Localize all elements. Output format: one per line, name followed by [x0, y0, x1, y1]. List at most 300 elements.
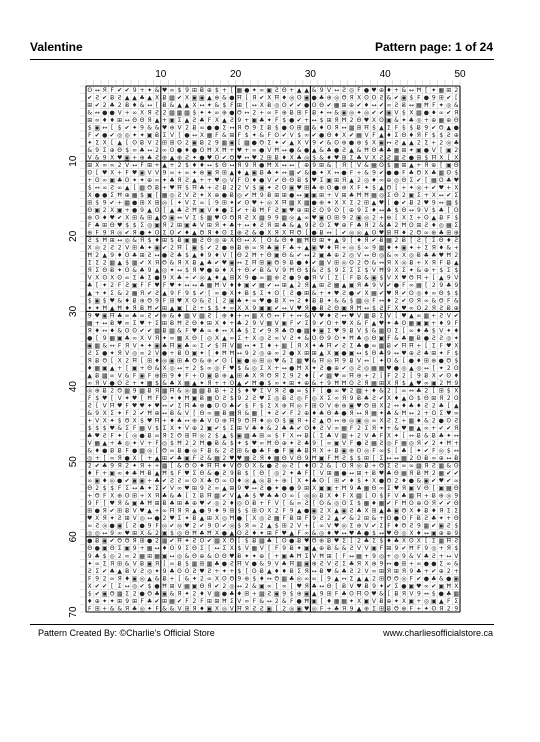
stitch-symbol: ● — [289, 364, 295, 372]
stitch-symbol: ✦ — [162, 177, 168, 185]
stitch-symbol: [ — [312, 470, 316, 478]
stitch-symbol: ♦ — [102, 477, 108, 485]
stitch-symbol: Ƀ — [95, 357, 100, 365]
stitch-symbol: [ — [327, 274, 331, 282]
stitch-symbol: X — [87, 192, 92, 200]
stitch-symbol: Ƀ — [424, 507, 429, 515]
stitch-symbol: 2 — [409, 229, 414, 237]
stitch-symbol: [ — [208, 349, 211, 357]
stitch-symbol: ● — [236, 515, 242, 523]
stitch-symbol: ⊕ — [191, 500, 197, 508]
stitch-symbol: + — [184, 274, 190, 282]
stitch-symbol: ◎ — [214, 237, 220, 245]
stitch-symbol: ♦ — [318, 124, 325, 132]
stitch-symbol: ▲ — [364, 575, 369, 583]
stitch-symbol: X — [454, 342, 459, 350]
stitch-symbol: Я — [140, 237, 145, 245]
stitch-symbol: ♥ — [236, 146, 243, 154]
stitch-symbol: ʘ — [214, 417, 220, 425]
stitch-symbol: Я — [177, 507, 182, 515]
stitch-symbol: F — [267, 207, 271, 215]
stitch-symbol: Ƀ — [237, 470, 242, 478]
stitch-symbol: ♣ — [393, 319, 400, 327]
stitch-symbol: Ƀ — [379, 597, 384, 605]
stitch-symbol: ⊞ — [378, 605, 384, 613]
stitch-symbol: F — [140, 282, 144, 290]
stitch-symbol: & — [416, 477, 422, 485]
stitch-symbol: ♣ — [341, 590, 347, 598]
stitch-symbol: ↔ — [266, 597, 272, 605]
stitch-symbol: ⊕ — [431, 357, 437, 365]
stitch-symbol: Я — [274, 387, 279, 395]
stitch-symbol: Ħ — [363, 146, 370, 154]
stitch-symbol: ∞ — [423, 425, 429, 432]
stitch-symbol: ● — [206, 267, 213, 275]
stitch-symbol: Ƨ — [207, 485, 212, 493]
stitch-symbol: ▣ — [273, 252, 280, 260]
stitch-symbol: ⊕ — [334, 364, 340, 372]
stitch-symbol: F — [334, 590, 339, 598]
stitch-symbol: X — [95, 162, 100, 169]
row-label: 40 — [68, 381, 79, 393]
stitch-symbol: ♦ — [311, 327, 317, 335]
stitch-symbol: ♦ — [446, 237, 452, 245]
stitch-symbol: Ħ — [146, 304, 153, 312]
stitch-symbol: ♣ — [348, 560, 355, 568]
stitch-symbol: X — [229, 237, 234, 245]
stitch-symbol: ♥ — [116, 222, 123, 230]
stitch-symbol: Θ — [416, 229, 422, 237]
stitch-symbol: ♣ — [356, 222, 362, 230]
stitch-symbol: X — [386, 379, 392, 387]
stitch-symbol: 2 — [185, 440, 189, 448]
stitch-symbol: ⊕ — [124, 192, 130, 200]
stitch-symbol: 9 — [140, 207, 145, 215]
stitch-symbol: Ħ — [408, 342, 415, 350]
stitch-symbol: ✔ — [274, 304, 280, 312]
stitch-symbol: ▣ — [243, 282, 250, 290]
stitch-symbol: 9 — [237, 417, 242, 425]
stitch-symbol: ✦ — [311, 342, 317, 350]
stitch-symbol: ⊕ — [191, 417, 197, 425]
pattern-title: Valentine — [30, 40, 83, 54]
stitch-symbol: ▦ — [251, 312, 258, 320]
stitch-symbol: ▲ — [192, 229, 197, 237]
stitch-symbol: ◎ — [281, 462, 287, 470]
stitch-symbol: ↔ — [341, 124, 347, 132]
stitch-symbol: ▲ — [438, 274, 444, 282]
stitch-symbol: ∞ — [102, 162, 108, 169]
stitch-symbol: ▦ — [169, 94, 175, 102]
stitch-symbol: Я — [214, 222, 219, 230]
stitch-symbol: ʘ — [319, 402, 324, 410]
stitch-symbol: ʘ — [453, 364, 459, 372]
stitch-symbol: ✔ — [401, 545, 407, 553]
stitch-symbol: ʘ — [326, 319, 332, 327]
stitch-symbol: ◎ — [296, 402, 302, 410]
stitch-symbol: & — [177, 327, 182, 335]
stitch-symbol: Ħ — [311, 455, 317, 463]
stitch-symbol: Ƀ — [289, 515, 294, 523]
stitch-symbol: + — [244, 146, 250, 154]
stitch-symbol: ʘ — [364, 590, 369, 598]
stitch-symbol: Θ — [162, 259, 167, 267]
stitch-symbol: Θ — [109, 222, 115, 230]
stitch-symbol: ∞ — [206, 575, 212, 583]
stitch-symbol: 2 — [394, 477, 399, 485]
stitch-symbol: + — [431, 139, 437, 147]
stitch-symbol: ʘ — [274, 417, 280, 425]
stitch-symbol: Я — [214, 169, 219, 177]
stitch-symbol: ✔ — [162, 485, 168, 493]
stitch-symbol: ↔ — [281, 364, 287, 372]
stitch-symbol: 2 — [349, 214, 354, 222]
stitch-symbol: $ — [349, 297, 354, 305]
stitch-symbol: & — [438, 575, 444, 583]
stitch-symbol: X — [409, 530, 414, 538]
stitch-symbol: ♣ — [431, 575, 437, 583]
stitch-symbol: ▣ — [266, 86, 273, 94]
stitch-symbol: ↔ — [236, 259, 242, 267]
stitch-symbol: $ — [454, 199, 459, 207]
stitch-symbol: ⊞ — [132, 597, 138, 605]
stitch-symbol: ♣ — [161, 492, 168, 500]
stitch-symbol: ● — [259, 177, 265, 185]
stitch-symbol: [ — [380, 372, 383, 380]
stitch-symbol: ✔ — [139, 259, 145, 267]
stitch-symbol: V — [132, 507, 137, 515]
stitch-symbol: $ — [401, 109, 406, 117]
stitch-symbol: Я — [297, 417, 302, 425]
stitch-symbol: & — [304, 312, 310, 320]
stitch-symbol: V — [356, 327, 362, 335]
stitch-symbol: Ħ — [401, 222, 407, 230]
stitch-symbol: Ƀ — [312, 109, 317, 117]
stitch-symbol: & — [87, 146, 93, 154]
stitch-symbol: ⊞ — [371, 402, 377, 410]
stitch-symbol: 2 — [409, 455, 414, 463]
stitch-symbol: Ʃ — [229, 425, 234, 432]
stitch-symbol: 2 — [327, 515, 332, 523]
stitch-symbol: ▲ — [349, 146, 354, 154]
stitch-symbol: Ƨ — [424, 515, 429, 523]
stitch-symbol: ♦ — [102, 214, 108, 222]
stitch-symbol: ● — [431, 560, 437, 568]
stitch-symbol: ✦ — [363, 184, 370, 192]
stitch-symbol: Ħ — [206, 492, 213, 500]
stitch-symbol: & — [386, 252, 392, 260]
stitch-symbol: ● — [102, 349, 108, 357]
stitch-symbol: ● — [87, 537, 93, 545]
stitch-symbol: $ — [132, 222, 137, 230]
stitch-symbol: ⊞ — [87, 162, 93, 169]
stitch-symbol: ✦ — [438, 349, 444, 357]
stitch-symbol: X — [356, 94, 362, 102]
stitch-symbol: ♣ — [146, 597, 153, 605]
stitch-symbol: ✦ — [446, 327, 452, 335]
stitch-symbol: ▲ — [371, 319, 377, 327]
stitch-symbol: ▣ — [318, 455, 325, 463]
stitch-symbol: F — [252, 597, 257, 605]
stitch-symbol: [ — [103, 500, 106, 508]
stitch-symbol: X — [327, 349, 332, 357]
stitch-symbol: Ƀ — [439, 214, 444, 222]
stitch-symbol: X — [282, 297, 287, 305]
stitch-symbol: X — [297, 349, 302, 357]
stitch-symbol: + — [274, 364, 280, 372]
stitch-symbol: Ħ — [139, 470, 145, 478]
stitch-symbol: ▲ — [147, 207, 152, 215]
stitch-symbol: ʘ — [281, 101, 287, 109]
stitch-symbol: 2 — [192, 590, 197, 598]
stitch-symbol: X — [297, 139, 302, 147]
stitch-symbol: 2 — [297, 282, 302, 290]
stitch-symbol: & — [259, 597, 265, 605]
stitch-symbol: Θ — [274, 440, 280, 448]
stitch-symbol: ♥ — [446, 342, 452, 350]
stitch-symbol: 2 — [297, 409, 302, 417]
stitch-symbol: ʘ — [326, 124, 332, 132]
stitch-symbol: Ƨ — [259, 605, 264, 613]
stitch-symbol: Θ — [401, 131, 407, 139]
stitch-symbol: ⊕ — [319, 537, 325, 545]
stitch-symbol: ▦ — [408, 334, 415, 342]
stitch-symbol: [ — [260, 237, 263, 245]
stitch-symbol: Ƀ — [192, 124, 197, 132]
stitch-symbol: + — [236, 222, 242, 230]
stitch-symbol: ʘ — [124, 267, 130, 275]
stitch-symbol: Θ — [438, 289, 444, 297]
stitch-symbol: ⊞ — [147, 162, 153, 169]
stitch-symbol: ✔ — [296, 425, 302, 432]
stitch-symbol: ▦ — [206, 394, 213, 402]
stitch-symbol: ∞ — [304, 214, 310, 222]
stitch-symbol: ▣ — [348, 402, 355, 410]
stitch-symbol: + — [124, 207, 130, 215]
stitch-symbol: ● — [341, 470, 347, 478]
stitch-symbol: ● — [311, 304, 317, 312]
stitch-symbol: 9 — [342, 327, 346, 335]
stitch-symbol: & — [446, 462, 452, 470]
stitch-symbol: ▣ — [311, 507, 317, 515]
stitch-symbol: + — [124, 109, 130, 117]
stitch-symbol: X — [319, 394, 324, 402]
stitch-symbol: F — [447, 297, 451, 305]
stitch-symbol: Ʃ — [259, 289, 264, 297]
column-label: 40 — [379, 69, 391, 80]
stitch-symbol: Ƀ — [154, 184, 160, 192]
stitch-symbol: [ — [298, 492, 301, 500]
stitch-symbol: Я — [304, 282, 309, 290]
stitch-symbol: Я — [364, 379, 369, 387]
stitch-symbol: ʘ — [259, 507, 265, 515]
stitch-symbol: ▲ — [289, 282, 295, 290]
stitch-symbol: ↔ — [311, 116, 317, 124]
stitch-symbol: Ƨ — [446, 131, 451, 139]
stitch-symbol: ◎ — [318, 530, 325, 538]
stitch-symbol: ♥ — [401, 274, 407, 282]
stitch-symbol: ▣ — [438, 582, 445, 590]
stitch-symbol: Θ — [109, 545, 115, 553]
stitch-symbol: ↔ — [334, 417, 340, 425]
stitch-symbol: Ħ — [356, 304, 362, 312]
stitch-symbol: 2 — [117, 162, 122, 169]
stitch-symbol: ↔ — [304, 252, 310, 260]
stitch-symbol: ◎ — [229, 582, 235, 590]
stitch-symbol: Ʃ — [110, 192, 115, 200]
stitch-symbol: ◎ — [244, 477, 250, 485]
stitch-symbol: ♦ — [161, 545, 168, 553]
stitch-symbol: ▲ — [229, 372, 235, 380]
stitch-symbol: ▲ — [154, 267, 160, 275]
stitch-symbol: X — [214, 605, 219, 613]
stitch-symbol: ▣ — [131, 477, 138, 485]
stitch-symbol: Θ — [289, 177, 295, 185]
stitch-symbol: ∞ — [341, 372, 347, 380]
stitch-symbol: ✦ — [191, 154, 197, 162]
stitch-symbol: Ƀ — [199, 394, 205, 402]
stitch-symbol: ⊞ — [176, 357, 183, 365]
stitch-symbol: ▣ — [258, 582, 265, 590]
stitch-symbol: Ƀ — [454, 455, 459, 463]
stitch-symbol: ♦ — [453, 372, 459, 380]
stitch-symbol: ✔ — [319, 139, 325, 147]
stitch-symbol: X — [102, 409, 107, 417]
stitch-symbol: ʘ — [334, 207, 339, 215]
stitch-symbol: + — [154, 162, 160, 169]
stitch-symbol: Ƨ — [379, 304, 384, 312]
stitch-symbol: ▦ — [236, 86, 243, 94]
stitch-symbol: ▣ — [101, 364, 108, 372]
stitch-symbol: ʘ — [401, 515, 407, 523]
stitch-symbol: ✦ — [281, 379, 287, 387]
stitch-symbol: ♦ — [371, 387, 377, 395]
stitch-symbol: + — [334, 319, 340, 327]
stitch-symbol: F — [125, 447, 129, 455]
stitch-symbol: Ħ — [341, 379, 347, 387]
stitch-symbol: Ƨ — [200, 455, 204, 463]
stitch-symbol: Ƀ — [147, 387, 152, 395]
stitch-symbol: 2 — [357, 199, 361, 207]
stitch-symbol: ▣ — [236, 357, 243, 365]
stitch-symbol: Ƨ — [282, 274, 287, 282]
stitch-symbol: Ʃ — [110, 409, 115, 417]
stitch-symbol: + — [199, 177, 205, 185]
stitch-symbol: & — [431, 297, 437, 305]
stitch-symbol: ✦ — [319, 109, 325, 117]
stitch-symbol: F — [282, 244, 286, 252]
stitch-symbol: 9 — [312, 515, 317, 523]
stitch-symbol: V — [192, 312, 197, 320]
stitch-symbol: ▣ — [124, 154, 130, 162]
stitch-symbol: ♣ — [176, 207, 183, 215]
stitch-symbol: ⊕ — [221, 372, 227, 380]
stitch-symbol: 9 — [237, 394, 242, 402]
stitch-symbol: ✦ — [236, 440, 242, 448]
stitch-symbol: Θ — [124, 417, 130, 425]
stitch-symbol: ♥ — [401, 312, 407, 320]
stitch-symbol: ♣ — [169, 567, 175, 575]
stitch-symbol: ♣ — [318, 94, 325, 102]
stitch-symbol: 9 — [95, 146, 100, 154]
stitch-symbol: V — [259, 319, 264, 327]
stitch-symbol: ✦ — [147, 342, 153, 350]
stitch-symbol: ✦ — [244, 297, 250, 305]
stitch-symbol: ● — [214, 470, 220, 478]
stitch-symbol: ✔ — [87, 94, 93, 102]
stitch-symbol: + — [416, 162, 422, 169]
stitch-symbol: 2 — [125, 462, 130, 470]
stitch-symbol: ▲ — [117, 567, 122, 575]
stitch-symbol: ♦ — [453, 327, 459, 335]
stitch-symbol: + — [244, 334, 250, 342]
stitch-symbol: Θ — [87, 485, 93, 493]
stitch-symbol: Ƨ — [244, 229, 249, 237]
stitch-symbol: ʘ — [289, 124, 295, 132]
stitch-symbol: Ƀ — [125, 507, 130, 515]
stitch-symbol: 2 — [125, 289, 130, 297]
stitch-symbol: 9 — [237, 116, 242, 124]
stitch-symbol: ♥ — [251, 387, 257, 395]
stitch-symbol: ʘ — [334, 334, 339, 342]
stitch-symbol: & — [154, 575, 160, 583]
stitch-symbol: Ƀ — [297, 177, 302, 185]
stitch-symbol: [ — [350, 237, 353, 245]
stitch-symbol: ● — [259, 146, 265, 154]
stitch-symbol: Ħ — [416, 274, 422, 282]
stitch-symbol: ✔ — [206, 537, 212, 545]
stitch-symbol: & — [446, 244, 452, 252]
stitch-symbol: F — [282, 447, 286, 455]
stitch-symbol: F — [342, 492, 346, 500]
stitch-symbol: ∞ — [109, 455, 115, 463]
stitch-symbol: ▦ — [438, 462, 445, 470]
stitch-symbol: & — [311, 530, 317, 538]
stitch-symbol: ▲ — [356, 605, 362, 613]
stitch-symbol: 2 — [439, 379, 444, 387]
stitch-symbol: ♥ — [378, 470, 385, 478]
stitch-symbol: ▲ — [356, 575, 362, 583]
stitch-symbol: ♣ — [378, 146, 385, 154]
stitch-symbol: Я — [117, 462, 122, 470]
stitch-symbol: & — [124, 560, 130, 568]
stitch-symbol: + — [423, 184, 429, 192]
stitch-symbol: ◎ — [296, 575, 302, 583]
stitch-symbol: ʘ — [274, 131, 280, 139]
stitch-symbol: ♣ — [423, 552, 430, 560]
stitch-symbol: Θ — [394, 192, 399, 200]
stitch-symbol: + — [87, 492, 93, 500]
stitch-symbol: + — [349, 432, 355, 440]
stitch-symbol: ⊕ — [341, 417, 347, 425]
stitch-symbol: ▦ — [281, 214, 288, 222]
stitch-symbol: ♦ — [259, 575, 265, 583]
stitch-symbol: ∞ — [401, 387, 407, 395]
stitch-symbol: ▦ — [438, 116, 445, 124]
stitch-symbol: F — [222, 364, 227, 372]
stitch-symbol: ▣ — [363, 597, 370, 605]
stitch-symbol: $ — [379, 537, 384, 545]
stitch-symbol: X — [431, 192, 436, 200]
stitch-symbol: ◎ — [348, 417, 355, 425]
stitch-symbol: X — [341, 199, 347, 207]
stitch-symbol: Ƀ — [416, 432, 421, 440]
stitch-symbol: V — [379, 282, 384, 290]
stitch-symbol: ▲ — [304, 244, 309, 252]
stitch-symbol: ʘ — [192, 462, 197, 470]
stitch-symbol: & — [334, 109, 339, 117]
stitch-symbol: ▣ — [438, 485, 445, 493]
